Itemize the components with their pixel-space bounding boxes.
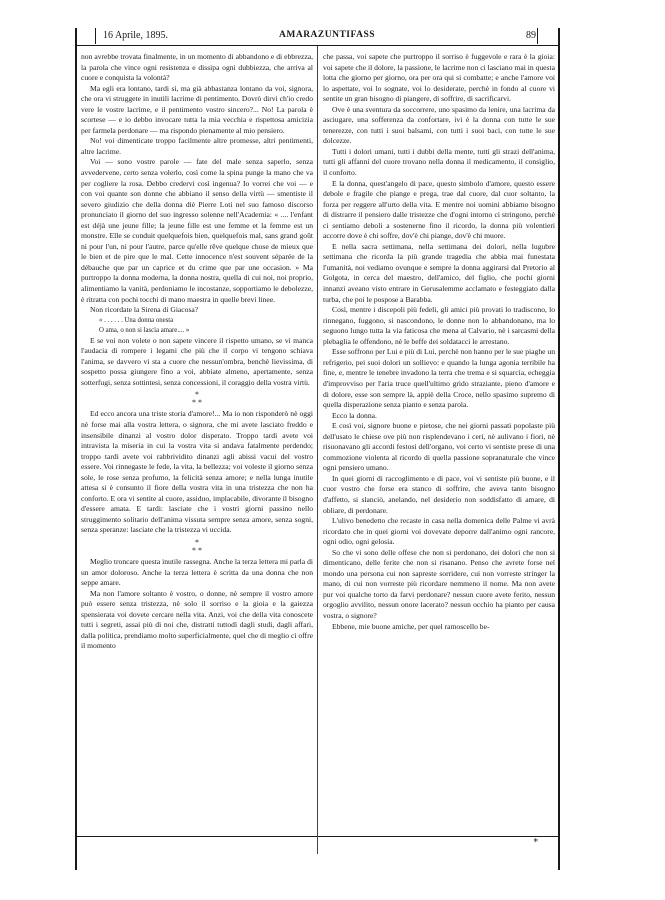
asterism-separator: * * * bbox=[192, 390, 202, 408]
paragraph: Ed ecco ancora una triste storia d'amore!... Ma io non risponderò nè oggi nè forse mai alla vostra lettera, o signora, che mi avete lasciato freddo e insensibile dinanzi al vostro dolor disperato. Troppo tardi avete voi intravista la miseria in cui la vostra vita si andava fatalmente perdendo; troppo tardi avete voi rabbrividito dinanzi agli abissi vacui del vostro essere. Voi rinnegaste le fede, la vita, la bellezza; voi voleste il giorno senza sole, le rose senza profumo, la felicità senza amore; e nella lunga inutile attesa si è consunto il fiore della vostra vita in una tristezza che non ha conforto. E ora vi sentite al cuore, assiduo, implacabile, divorante il bisogno d'essere amata. E tardi: lasciate che i vostri giorni passino nello struggimento solitario dell'anima vissuta sempre senza amore, senza sogni, senza speranze: lasciate che la tristezza vi uccida. bbox=[81, 409, 313, 535]
paragraph: E così voi, signore buone e pietose, che nei giorni passati popolaste più dell'usato le chiese ove più non risplendevano i ceri, nè aulivano i fiori, nè risuonavano gli accordi festosi dell'organo, voi certo vi sentiste prese di una commozione violenta al ricordo di quella passione sopranaturale che vince ogni pensiero umano. bbox=[323, 421, 555, 473]
paragraph: E la donna, quest'angelo di pace, questo simbolo d'amore, questo essere debole e fragile che piange e prega, trae dal cuore, dal cuor soltanto, la forza per reggere all'urto della vita. E mentre noi uomini abbiamo bisogno di distrarre il pensiero dalle tristezze che d'ogni intorno ci stringono, perchè ci sentiamo deboli a sostenerne fino il ricordo, la donna più volentieri accorre dove è chi soffre, dov'è chi piange, dov'è chi muore. bbox=[323, 178, 555, 241]
column-divider bbox=[317, 46, 318, 854]
paragraph: Ecco la donna. bbox=[332, 410, 377, 420]
left-frame-rule bbox=[75, 28, 77, 870]
paragraph: Ma non l'amore soltanto è vostro, o donne, nè sempre il vostro amore può essere senza tristezza, nè solo il sorriso e la gioia e la gaiezza spensierata voi dovete cercare nella vita. Anzi, voi che della vita conoscete tutti i segreti, assai più di noi che, distratti tuttodì dagli studi, dagli affari, dalla politica, prendiamo molto superficialmente, quel che di meglio ci offre il momento bbox=[81, 588, 313, 651]
paragraph: Ebbene, mie buone amiche, per quel ramoscello be- bbox=[332, 621, 490, 631]
paragraph: E nella sacra settimana, nella settimana dei dolori, nella lugubre settimana che ricorda la più grande tragedia che abbia mai funestata l'umanità, noi vediamo ovunque e sempre la donna aggirarsi dal Pretorio al Golgota, in cerca del maestro, dell'amico, del figlio, che pochi giorni innanzi aveano visto entrare in Gerusalemme acclamato e festeggiato dalla turba, che poi le pospose a Barabba. bbox=[323, 241, 555, 304]
verse-line: « . . . . . . Una donna onesta bbox=[99, 316, 174, 324]
header-left-rule bbox=[95, 28, 96, 44]
paragraph: L'ulivo benedetto che recaste in casa nella domenica delle Palme vi avrà ricordato che in quei giorni voi dovevate deporre dall'animo ogni rancore, ogni odio, ogni gelosia. bbox=[323, 516, 555, 547]
paragraph: No! voi dimenticate troppo facilmente altre promesse, altri pentimenti, altre lacrime. bbox=[81, 136, 313, 156]
paragraph: che passa, voi sapete che purtroppo il sorriso è fuggevole e rara è la gioia: voi sapete che il dolore, la passione, le lacrime non ci lasciano mai in questa lotta che giorno per giorno, ora per ora qui si combatte; e anche l'amore voi lo aspettate, voi lo sognate, voi lo desiderate, perchè in fondo al cuore vi sentite un gran bisogno di piangere, di soffrire, di sacrificarvi. bbox=[323, 52, 555, 104]
footer-asterisk: * bbox=[533, 838, 538, 848]
paragraph: non avrebbe trovata finalmente, in un momento di abbandono e di ebbrezza, la parola che vince ogni resistenza e dissipa ogni dubbiezza, che arriva al cuore e conquista la volontà? bbox=[81, 52, 313, 83]
paragraph: Voi — sono vostre parole — fate del male senza saperlo, senza avvedervene, certo senza volerlo, così come la spina punge la mano che va per cogliere la rosa. Debbo credervi così ingenua? Io vorrei che voi — e con voi quante son donne che abbiano il senso della virtù — smentiste il severo giudizio che della donna diè Pierre Loti nel suo famoso discorso pronunciato il giorno del suo ingresso solenne nell'Academia: « .... l'enfant est déjà une jeune fille; la jeune fille est une femme et la femme est un monstre. Elle se conduit quelquefois bien, quelquefois mal, sans grand goût ni pour l'un, ni pour l'autre, parce qu'elle rêve quelque chose de mieux que le bien et de pire que le mal. Cette innocence n'est souvent séparée de la débauche que par un caprice et du crime que par une occasion. » Ma purtroppo la donna moderna, la donna nostra, quella di cui noi, noi proprio, alimentiamo la vanità, perdoniamo le incostanze, sopportiamo le debolezze, è ritratta con pochi tocchi di mano maestra in quelle brevi linee. bbox=[81, 157, 313, 304]
page-header bbox=[75, 28, 560, 44]
paragraph: E se voi non volete o non sapete vincere il rispetto umano, se vi manca l'audacia di rompere i legami che più che il corpo vi tengono schiava l'anima, se davvero vi sta a cuore che nessun'ombra, benchè lievissima, di sospetto possa giungere fino a voi, abbiate almeno, apertamente, senza sotterfugi, senza sottintesi, senza concessioni, il coraggio della vostra virtù. bbox=[81, 335, 313, 387]
header-right-rule bbox=[537, 28, 538, 44]
paragraph: Tutti i dolori umani, tutti i dubbi della mente, tutti gli strazi dell'anima, tutti gli affanni del cuore trovano nella donna il medicamento, il consiglio, il conforto. bbox=[323, 146, 555, 178]
paragraph: Ove è una sventura da soccorrere, uno spasimo da lenire, una lacrima da asciugare, una sofferenza da confortare, ivi è la donna con tutte le sue tenerezze, con tutti i suoi balsami, con tutti i suoi baci, con tutte le sue dolcezze. bbox=[323, 104, 555, 146]
verse-line: O ama, o non si lascia amare.... » bbox=[99, 326, 190, 334]
paragraph: Non ricordate la Sirena di Giacosa? bbox=[90, 305, 199, 315]
paragraph: Meglio troncare questa inutile rassegna. Anche la terza lettera mi parla di un amor doloroso. Anche la terza lettera è scritta da una donna che non seppe amare. bbox=[81, 556, 313, 588]
paragraph: Esse soffrono per Lui e più di Lui, perchè non hanno per le sue piaghe un refrigerio, pei suoi dolori un sollievo: e quando la lunga agonia terribile ha fine, e, mentre le tenebre invadono la terra che trema e si squarcia, echeggia d'improvviso per l'aria truce quell'ultimo grido straziante, pieno d'amore e di dolore, esse son sempre là, appiè della Croce, nello spasimo supremo di quella disperazione senza pianto e senza parola. bbox=[323, 347, 555, 410]
newspaper-title: AMARAZUNTIFASS bbox=[279, 30, 376, 40]
left-column bbox=[81, 52, 313, 652]
right-column bbox=[323, 52, 555, 632]
paragraph: In quei giorni di raccoglimento e di pace, voi vi sentiste più buone, e il cuor vostro che forse era stanco di soffrire, che aveva tanto bisogno d'affetto, si slanciò, anelando, nel desiderio non soddisfatto di amare, di obliare, di perdonare. bbox=[323, 473, 555, 515]
paragraph: So che vi sono delle offese che non si perdonano, dei dolori che non si dimenticano, delle ferite che non si risanano. Penso che avrete forse nel mondo una persona cui non sapreste sorridere, cui non vorreste stringer la mano, di cui non vorreste più ricordare nemmeno il nome. Ma non avete pur voi qualche torto da farvi perdonare? nessun cuore avete ferito, nessun orgoglio avvilito, nessun onore lacerato? nessun occhio ha pianto per causa vostra, o signore? bbox=[323, 547, 555, 620]
right-frame-rule bbox=[558, 28, 560, 870]
paragraph: Così, mentre i discepoli più fedeli, gli amici più provati lo tradiscono, lo rinnegano, fuggono, si nascondono, le donne non lo abbandonano, ma lo seguono lungo tutta la via faticosa che mena al Calvario, nè i sarcasmi della plebaglia le offendono, nè le beffe dei soldatacci le arrestano. bbox=[323, 305, 555, 346]
page-number: 89 bbox=[526, 30, 536, 41]
newspaper-page bbox=[75, 28, 560, 870]
verse-quote bbox=[81, 316, 313, 336]
issue-date: 16 Aprile, 1895. bbox=[103, 30, 168, 41]
asterism-separator: * * * bbox=[192, 537, 202, 555]
paragraph: Ma egli era lontano, tardi sì, ma già abbastanza lontano da voi, signora, che ora vi struggete in inutili lacrime di pentimento. Dovrò dirvi ch'io credo vere le vostre lacrime, e il pentimento vostro sincero?... No! La parola è scortese — e io debbo invocare tutta la mia vecchia e rispettosa amicizia per farmela perdonare — ma rispondo pienamente al mio pensiero. bbox=[81, 83, 313, 135]
